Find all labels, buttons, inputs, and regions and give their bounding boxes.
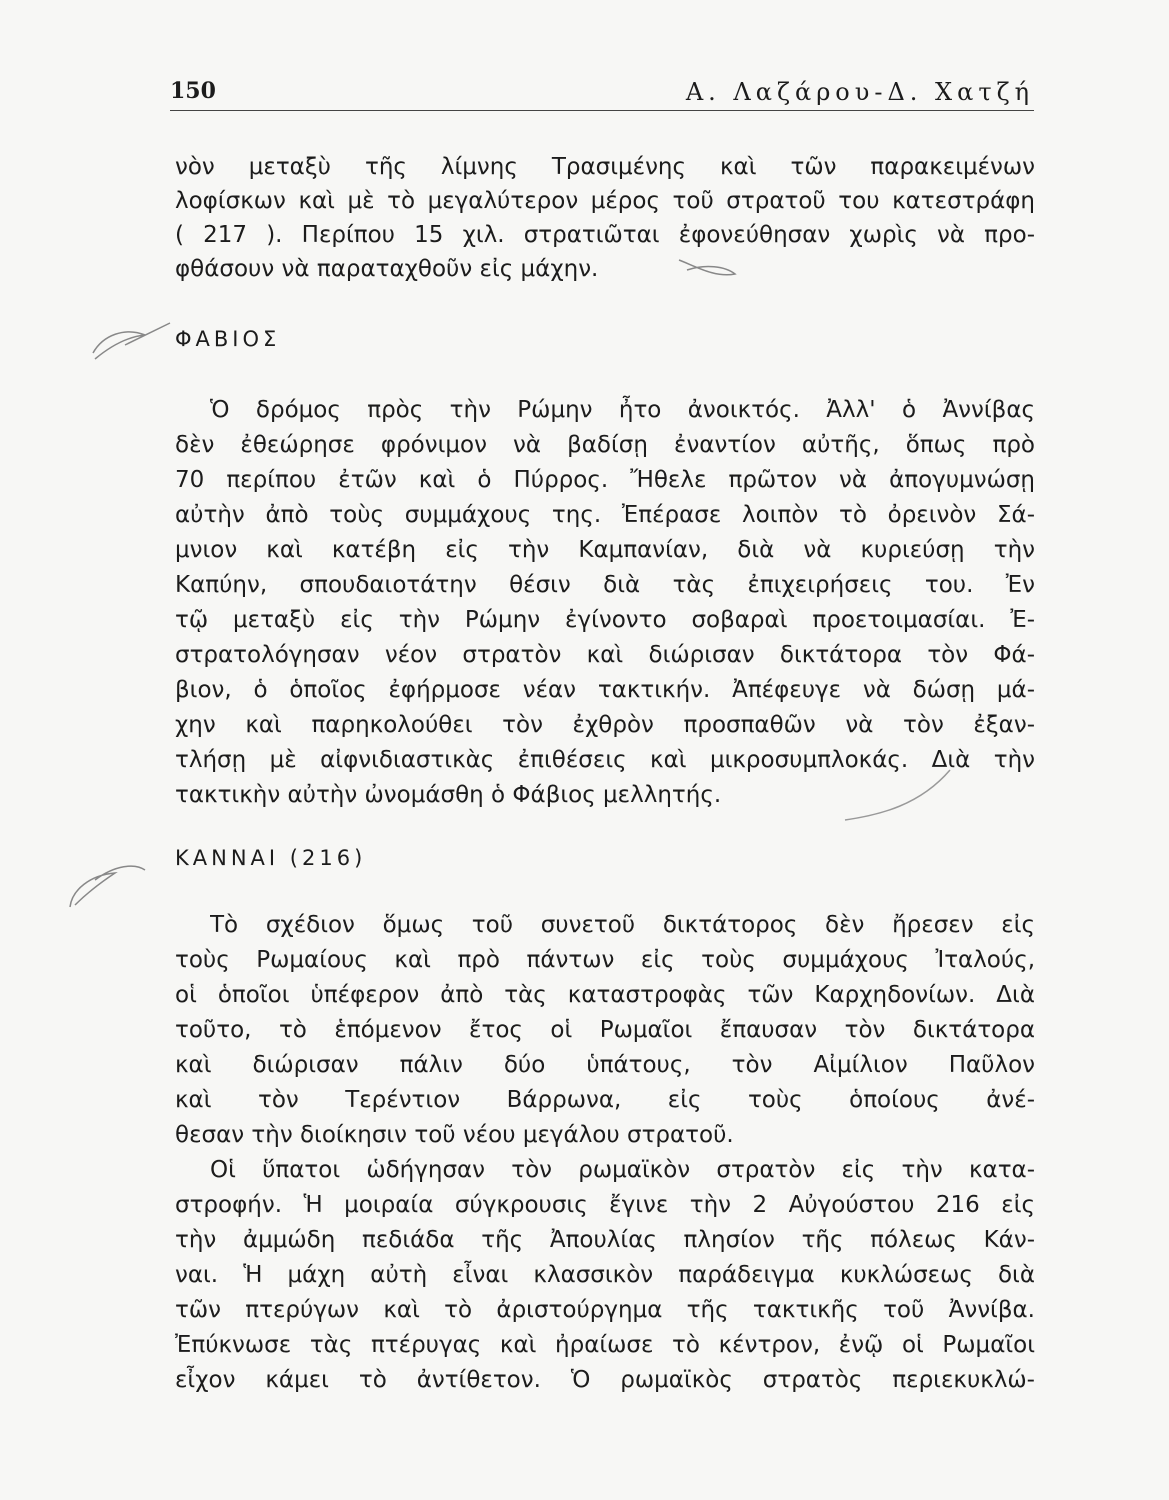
text-line: Ὁ δρόμος πρὸς τὴν Ρώμην ἦτο ἀνοικτός. Ἀλλ' ὁ Ἀννίβας xyxy=(210,397,1035,423)
text-line: θεσαν τὴν διοίκησιν τοῦ νέου μεγάλου στρατοῦ. xyxy=(175,1122,734,1148)
text-line: εἶχον κάμει τὸ ἀντίθετον. Ὁ ρωμαϊκὸς στρατὸς περιεκυκλώ- xyxy=(175,1367,1035,1393)
page-header xyxy=(170,70,1034,111)
text-line: Ἐπύκνωσε τὰς πτέρυγας καὶ ἠραίωσε τὸ κέντρον, ἐνῷ οἱ Ρωμαῖοι xyxy=(175,1332,1035,1358)
section-heading-fabios: ΦΑΒΙΟΣ xyxy=(175,327,281,351)
text-line: καὶ διώρισαν πάλιν δύο ὑπάτους, τὸν Αἰμίλιον Παῦλον xyxy=(175,1052,1035,1078)
text-line: τῷ μεταξὺ εἰς τὴν Ρώμην ἐγίνοντο σοβαραὶ προετοιμασίαι. Ἐ- xyxy=(175,607,1035,633)
section-heading-kannai: ΚΑΝΝΑΙ (216) xyxy=(175,846,367,870)
text-line: τὴν ἀμμώδη πεδιάδα τῆς Ἀπουλίας πλησίον τῆς πόλεως Κάν- xyxy=(175,1227,1035,1253)
text-line: οἱ ὁποῖοι ὑπέφερον ἀπὸ τὰς καταστροφὰς τῶν Καρχηδονίων. Διὰ xyxy=(175,982,1035,1008)
pencil-stroke-icon xyxy=(840,760,960,830)
text-line: τλήσῃ μὲ αἰφνιδιαστικὰς ἐπιθέσεις καὶ μικροσυμπλοκάς. Διὰ τὴν xyxy=(175,747,1035,773)
text-line: Τὸ σχέδιον ὅμως τοῦ συνετοῦ δικτάτορος δὲν ἤρεσεν εἰς xyxy=(210,912,1035,938)
pencil-scribble-icon xyxy=(675,252,745,286)
text-line: μνιον καὶ κατέβη εἰς τὴν Καμπανίαν, διὰ νὰ κυριεύσῃ τὴν xyxy=(175,537,1035,563)
text-line: νὸν μεταξὺ τῆς λίμνης Τρασιμένης καὶ τῶν παρακειμένων xyxy=(175,154,1035,180)
pencil-checkmark-icon xyxy=(60,855,150,915)
text-line: τοῦτο, τὸ ἑπόμενον ἔτος οἱ Ρωμαῖοι ἔπαυσαν τὸν δικτάτορα xyxy=(175,1017,1035,1043)
text-line: στρατολόγησαν νέον στρατὸν καὶ διώρισαν δικτάτορα τὸν Φά- xyxy=(175,642,1035,668)
text-line: αὐτὴν ἀπὸ τοὺς συμμάχους της. Ἐπέρασε λοιπὸν τὸ ὀρεινὸν Σά- xyxy=(175,502,1035,528)
text-line: τακτικὴν αὐτὴν ὠνομάσθη ὁ Φάβιος μελλητής. xyxy=(175,782,722,808)
text-line: στροφήν. Ἡ μοιραία σύγκρουσις ἔγινε τὴν 2 Αὐγούστου 216 εἰς xyxy=(175,1192,1035,1218)
text-line: τῶν πτερύγων καὶ τὸ ἀριστούργημα τῆς τακτικῆς τοῦ Ἀννίβα. xyxy=(175,1297,1035,1323)
text-line: καὶ τὸν Τερέντιον Βάρρωνα, εἰς τοὺς ὁποίους ἀνέ- xyxy=(175,1087,1035,1113)
text-line: χην καὶ παρηκολούθει τὸν ἐχθρὸν προσπαθῶν νὰ τὸν ἐξαν- xyxy=(175,712,1035,738)
text-line: ναι. Ἡ μάχη αὐτὴ εἶναι κλασσικὸν παράδειγμα κυκλώσεως διὰ xyxy=(175,1262,1035,1288)
text-line: βιον, ὁ ὁποῖος ἐφήρμοσε νέαν τακτικήν. Ἀπέφευγε νὰ δώσῃ μά- xyxy=(175,677,1035,703)
page-number: 150 xyxy=(170,78,216,104)
text-line: λοφίσκων καὶ μὲ τὸ μεγαλύτερον μέρος τοῦ στρατοῦ του κατεστράφη xyxy=(175,188,1035,214)
text-line: δὲν ἐθεώρησε φρόνιμον νὰ βαδίσῃ ἐναντίον αὐτῆς, ὅπως πρὸ xyxy=(175,432,1035,458)
text-line: 70 περίπου ἐτῶν καὶ ὁ Πύρρος. Ἤθελε πρῶτον νὰ ἀπογυμνώσῃ xyxy=(175,467,1035,493)
running-head: Α. Λαζάρου-Δ. Χατζή xyxy=(685,78,1034,106)
pencil-checkmark-icon xyxy=(85,315,175,365)
text-line: Καπύην, σπουδαιοτάτην θέσιν διὰ τὰς ἐπιχειρήσεις του. Ἐν xyxy=(175,572,1035,598)
text-line: τοὺς Ρωμαίους καὶ πρὸ πάντων εἰς τοὺς συμμάχους Ἰταλούς, xyxy=(175,947,1035,973)
text-line: ( 217 ). Περίπου 15 χιλ. στρατιῶται ἐφονεύθησαν χωρὶς νὰ προ- xyxy=(175,222,1035,248)
text-line: Οἱ ὕπατοι ὡδήγησαν τὸν ρωμαϊκὸν στρατὸν εἰς τὴν κατα- xyxy=(210,1157,1035,1183)
text-line: φθάσουν νὰ παραταχθοῦν εἰς μάχην. xyxy=(175,256,599,282)
